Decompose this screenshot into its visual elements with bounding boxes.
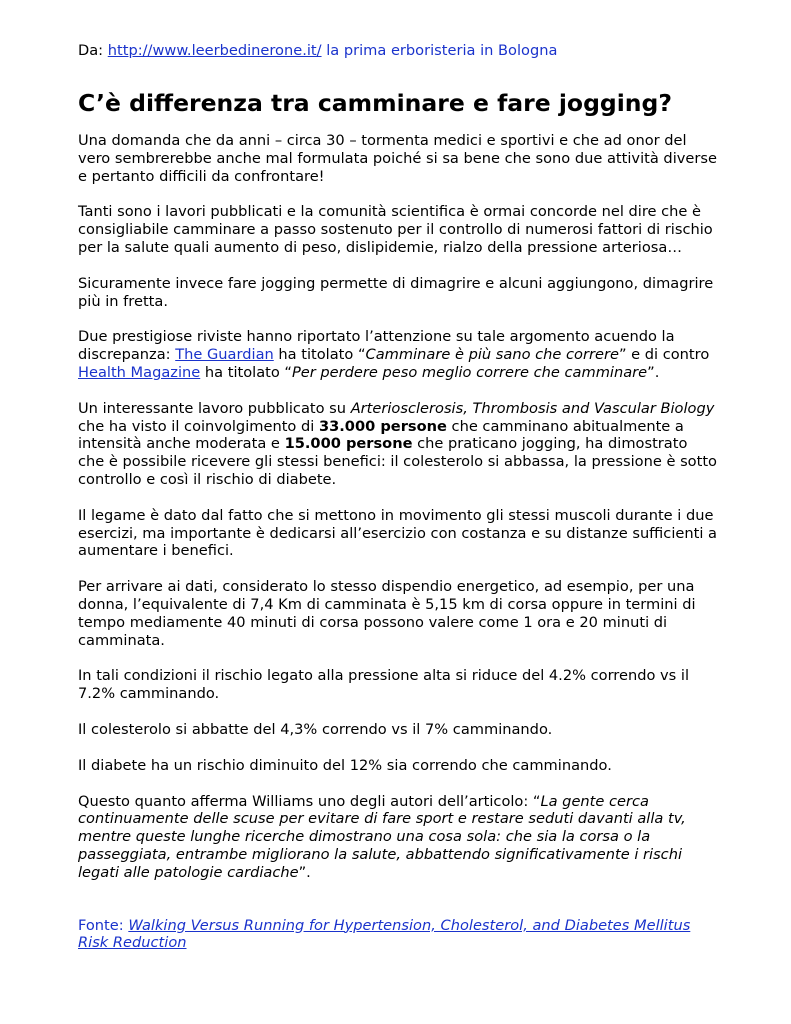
the-guardian-link[interactable]: The Guardian (175, 346, 274, 364)
document-page (78, 42, 718, 970)
paragraph-jogging: Sicuramente invece fare jogging permette di dimagrire e alcuni aggiungono, dimagrire più in fretta. (78, 274, 714, 310)
paragraph-research (78, 400, 718, 489)
williams-quote: La gente cerca continuamente delle scuse per evitare di fare sport e restare seduti davanti alla tv, mentre queste lunghe ricerche dimostrano una cosa sola: che sia la corsa o la passeggiata, entrambe migliorano la salute, abbattendo significativamente i rischi legati alle patologie cardiache (78, 792, 686, 881)
paragraph-williams-quote (78, 793, 718, 882)
text: che camminano abitualmente a intensità anche moderata e (78, 417, 684, 453)
quote-guardian: Camminare è più sano che correre (365, 346, 619, 364)
text: ”. (647, 363, 660, 381)
text: Due prestigiose riviste hanno riportato l’attenzione su tale argomento acuendo la discrepanza: (78, 328, 675, 364)
text: ”. (298, 863, 311, 881)
fonte-link[interactable]: Walking Versus Running for Hypertension, Cholesterol, and Diabetes Mellitus Risk Reduction (78, 916, 691, 952)
quote-health-magazine: Per perdere peso meglio correre che camminare (292, 363, 648, 381)
text: Questo quanto afferma Williams uno degli autori dell’articolo: “ (78, 792, 541, 810)
joggers-count: 15.000 persone (284, 435, 413, 453)
text: ha titolato “ (200, 363, 292, 381)
journal-name: Arteriosclerosis, Thrombosis and Vascular Biology (350, 399, 715, 417)
paragraph-cholesterol: Il colesterolo si abbatte del 4,3% correndo vs il 7% camminando. (78, 720, 553, 738)
health-magazine-link[interactable]: Health Magazine (78, 363, 201, 381)
paragraph-muscles: Il legame è dato dal fatto che si mettono in movimento gli stessi muscoli durante i due esercizi, ma importante è dedicarsi all’esercizio con costanza e su distanze sufficienti a aumentare i benefici. (78, 506, 717, 560)
walkers-count: 33.000 persone (318, 417, 447, 435)
paragraph-magazines (78, 328, 718, 381)
text: Un interessante lavoro pubblicato su (78, 399, 351, 417)
source-description: la prima erboristeria in Bologna (326, 42, 558, 59)
text: che ha visto il coinvolgimento di (78, 417, 319, 435)
fonte-line (78, 917, 718, 953)
page-title: C’è differenza tra camminare e fare jogging? (78, 89, 672, 117)
source-line (78, 42, 718, 64)
text: ” e di contro (618, 346, 710, 364)
paragraph-studies: Tanti sono i lavori pubblicati e la comunità scientifica è ormai concorde nel dire che è consigliabile camminare a passo sostenuto per il controllo di numerosi fattori di rischio per la salute quali aumento di peso, dislipidemie, rialzo della pressione arteriosa… (78, 203, 713, 256)
text: ha titolato “ (273, 346, 366, 364)
text: che praticano jogging, ha dimostrato che è possibile ricevere gli stessi benefici: il colesterolo si abbassa, la pressione è sotto controllo e così il rischio di diabete. (78, 435, 717, 488)
paragraph-intro: Una domanda che da anni – circa 30 – tormenta medici e sportivi e che ad onor del vero sembrerebbe anche mal formulata poiché si sa bene che sono due attività diverse e pertanto difficili da confrontare! (78, 132, 717, 185)
paragraph-data: Per arrivare ai dati, considerato lo stesso dispendio energetico, ad esempio, per una donna, l’equivalente di 7,4 Km di camminata è 5,15 km di corsa oppure in termini di tempo mediamente 40 minuti di corsa possono valere come 1 ora e 20 minuti di camminata. (78, 578, 696, 649)
source-prefix: Da: (78, 42, 108, 59)
source-url-link[interactable]: http://www.leerbedinerone.it/ (107, 42, 322, 59)
fonte-label: Fonte: (78, 916, 129, 934)
paragraph-diabetes: Il diabete ha un rischio diminuito del 12% sia correndo che camminando. (78, 756, 612, 774)
paragraph-pressure: In tali condizioni il rischio legato alla pressione alta si riduce del 4.2% correndo vs il 7.2% camminando. (78, 667, 690, 703)
